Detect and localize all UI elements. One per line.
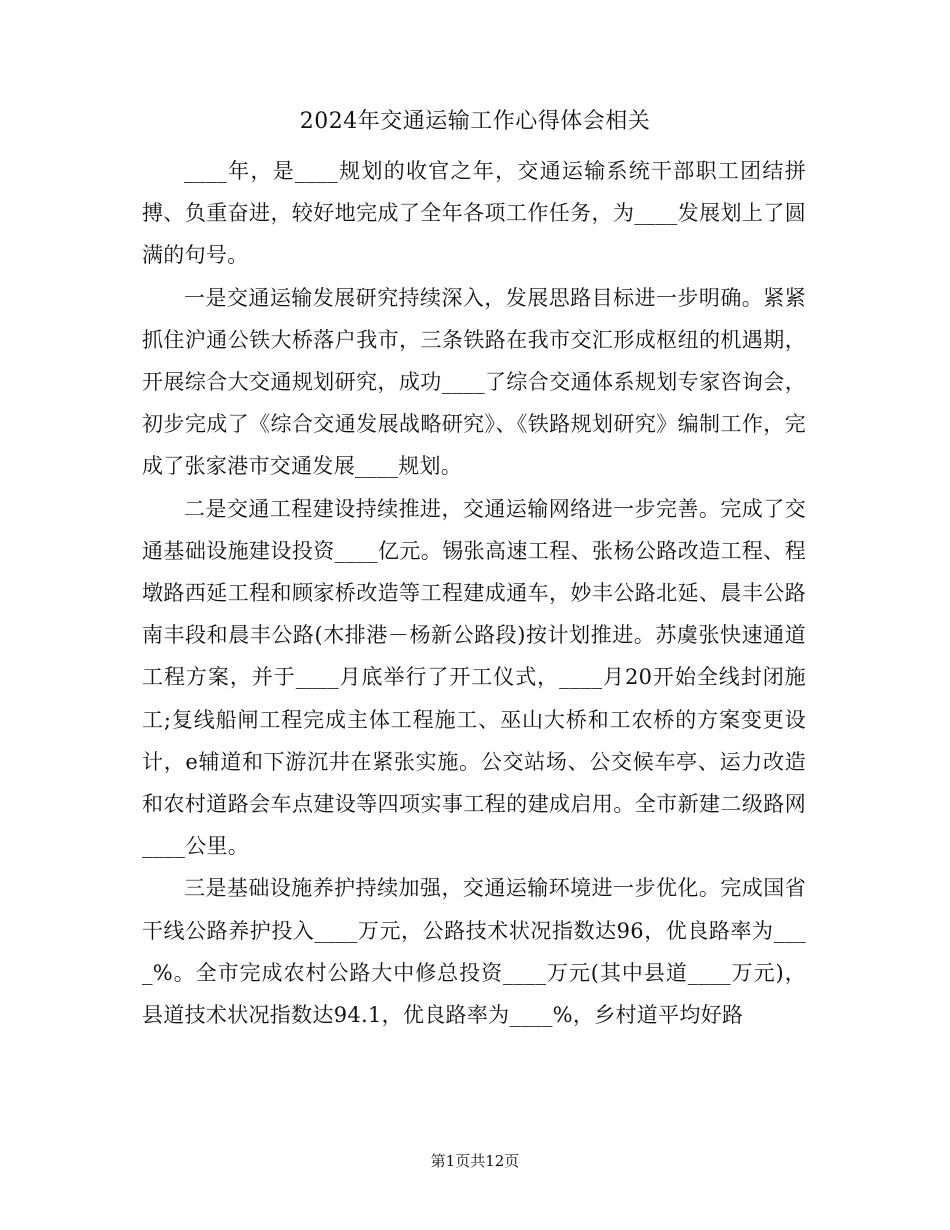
document-title: 2024年交通运输工作心得体会相关 [299,109,651,134]
paragraph-one: 一是交通运输发展研究持续深入，发展思路目标进一步明确。紧紧抓住沪通公铁大桥落户我市，三条铁路在我市交汇形成枢纽的机遇期，开展综合大交通规划研究，成功____了综合交通体系规划专家咨询会，初步完成了《综合交通发展战略研究》、《铁路规划研究》编制工作，完成了张家港市交通发展____规划。 [142,285,806,479]
paragraph-two: 二是交通工程建设持续推进，交通运输网络进一步完善。完成了交通基础设施建设投资____亿元。锡张高速工程、张杨公路改造工程、程墩路西延工程和顾家桥改造等工程建成通车，妙丰公路北延、晨丰公路南丰段和晨丰公路(木排港－杨新公路段)按计划推进。苏虞张快速通道工程方案，并于____月底举行了开工仪式，____月20开始全线封闭施工;复线船闸工程完成主体工程施工、巫山大桥和工农桥的方案变更设计，e辅道和下游沉井在紧张实施。公交站场、公交候车亭、运力改造和农村道路会车点建设等四项实事工程的建成启用。全市新建二级路网____公里。 [142,496,806,859]
page-footer: 第1页共12页 [430,1152,520,1170]
paragraph-three: 三是基础设施养护持续加强，交通运输环境进一步优化。完成国省干线公路养护投入____万元，公路技术状况指数达96，优良路率为____%。全市完成农村公路大中修总投资____万元(其中县道____万元)，县道技术状况指数达94.1，优良路率为____%，乡村道平均好路 [142,876,806,1028]
paragraph-intro: ____年，是____规划的收官之年，交通运输系统干部职工团结拼搏、负重奋进，较好地完成了全年各项工作任务，为____发展划上了圆满的句号。 [142,159,806,268]
document-body [142,150,806,1036]
